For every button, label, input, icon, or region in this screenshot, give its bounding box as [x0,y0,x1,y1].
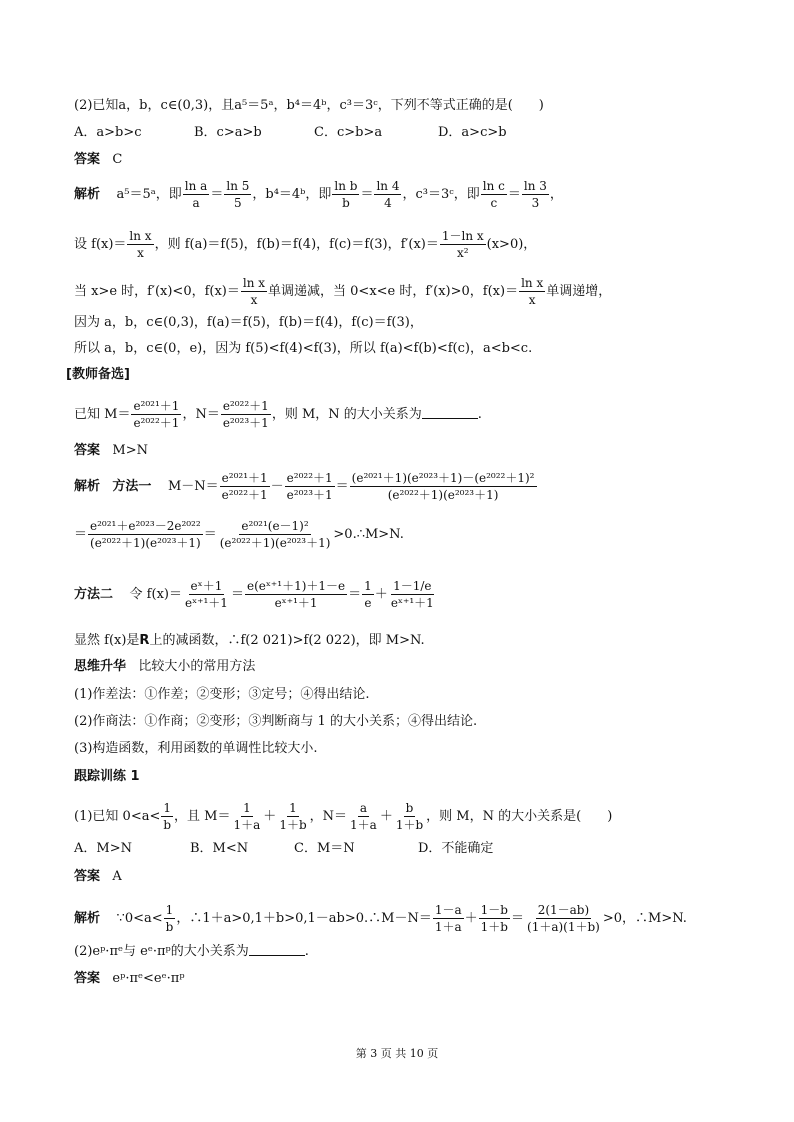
thinking-item-2: (2)作商法：①作商；②变形；③判断商与 1 的大小关系；④得出结论. [74,714,478,729]
answer-label: 答案 [74,443,101,458]
teacher-title: [教师备选] [66,367,130,382]
fraction: $\frac{\text{(e²⁰²¹＋1)(e²⁰²³＋1)－(e²⁰²²＋1)²}}{\text{(e²⁰²²＋1)(e²⁰²³＋1)}}$ [351,471,535,502]
answer-label: 答案 [74,152,101,167]
answer-value: C [112,152,123,167]
fraction: $\frac{\text{ln x}}{x}$ [521,276,544,307]
text: a⁵＝5ᵃ，即 [116,187,182,202]
answer-blank [422,406,478,419]
option-b: B．c>a>b [194,125,262,140]
training-answer2 [74,970,185,988]
fraction: $\frac{1}{b}$ [165,903,174,934]
training-analysis: 解析 ∵0<a< $\frac{1}{b}$ ，∴1＋a>0,1＋b>0,1－ab>0.∴M－N＝ $\frac{1-a}{1+a}$ ＋ $\frac{1-b}{1+b}$ ＝ $\frac{2(1-ab)}{(1+a)(1+b)}$ >0，∴M>N. [74,903,687,934]
fraction: $\frac{\ln 5}{5}$ [226,179,250,210]
fraction: $\frac{a}{1+a}$ [350,801,377,832]
fraction: $\frac{1}{b}$ [163,801,172,832]
answer-label: 答案 [74,971,101,986]
fraction: $\frac{\text{e²⁰²¹(e－1)²}}{\text{(e²⁰²²＋1)(e²⁰²³＋1)}}$ [219,519,331,550]
fraction: $\frac{1}{1+b}$ [279,801,307,832]
answer-value: A [112,869,122,884]
teacher-question: 已知 M＝ $\frac{\text{e²⁰²¹＋1}}{\text{e²⁰²²＋1}}$ ，N＝ $\frac{\text{e²⁰²²＋1}}{\text{e²⁰²³＋1}}$ ，则 M，N 的大小关系为 . [74,399,482,430]
text: ＝ [210,187,224,202]
fraction: $\frac{1}{e}$ [364,579,372,610]
fraction: $\frac{\ln 3}{3}$ [523,179,547,210]
method1-line2: ＝ $\frac{\text{e²⁰²¹＋e²⁰²³－2e²⁰²²}}{\text{(e²⁰²²＋1)(e²⁰²³＋1)}}$ ＝ $\frac{\text{e²⁰²¹(e－1)²}}{\text{(e²⁰²²＋1)(e²⁰²³＋1)}}$ >0.∴M>N. [74,519,404,550]
text: ，c³＝3ᶜ，即 [402,187,480,202]
q2-stem: (2)已知a，b，c∈(0,3)，且a⁵＝5ᵃ，b⁴＝4ᵇ，c³＝3ᶜ，下列不等式正确的是( ) [74,98,544,113]
text: 当 x>e 时，f′(x)<0，f(x)＝ [74,284,240,299]
analysis-label: 解析 [74,911,101,926]
q2-answer [74,151,122,169]
fraction: $\frac{1-a}{1+a}$ [434,903,462,934]
fraction: $\frac{1}{1+a}$ [233,801,261,832]
method-label: 方法二 [74,587,114,602]
training-options [74,840,493,858]
fraction: $\frac{\text{eˣ＋1}}{\text{eˣ⁺¹＋1}}$ [184,579,228,610]
fraction: $\frac{\text{e²⁰²²＋1}}{\text{e²⁰²³＋1}}$ [222,399,269,430]
fraction: $\frac{\text{1－ln x}}{\text{x²}}$ [441,229,484,260]
fraction: $\frac{\text{e²⁰²¹＋1}}{\text{e²⁰²²＋1}}$ [221,471,268,502]
training-q2: (2)eᵖ·πᵉ与 eᵉ·πᵖ的大小关系为 . [74,944,309,959]
fraction: $\frac{\text{ln x}}{x}$ [129,229,152,260]
fraction: $\frac{1-1/e}{\text{eˣ⁺¹＋1}}$ [390,579,434,610]
answer-value: M>N [112,443,149,458]
option-d: D．不能确定 [418,841,494,856]
text: 单调递减，当 0<x<e 时，f′(x)>0，f(x)＝ [268,284,519,299]
fraction: $\frac{\text{ln a}}{a}$ [184,179,208,210]
fraction: $\frac{\text{e²⁰²¹＋e²⁰²³－2e²⁰²²}}{\text{(e²⁰²²＋1)(e²⁰²³＋1)}}$ [90,519,201,550]
option-a: A．M>N [74,841,132,856]
q2-analysis-line4: 因为 a，b，c∈(0,3)，f(a)＝f(5)，f(b)＝f(4)，f(c)＝f(3)， [74,315,423,330]
text: 设 f(x)＝ [74,237,127,252]
section-title: 思维升华 [74,659,127,674]
text: 已知 M＝ [74,407,131,422]
fraction: $\frac{\text{ln c}}{c}$ [482,179,505,210]
method1-line1: 解析 方法一 M－N＝ $\frac{\text{e²⁰²¹＋1}}{\text{e²⁰²²＋1}}$ － $\frac{\text{e²⁰²²＋1}}{\text{e²⁰²³＋1}}$ ＝ $\frac{\text{(e²⁰²¹＋1)(e²⁰²³＋1)－(e²⁰²²＋1)²}}{\text{(e²⁰²²＋1)(e²⁰²³＋1)}}$ [74,471,535,502]
training-q1: (1)已知 0<a< $\frac{1}{b}$ ，且 M＝ $\frac{1}{1+a}$ ＋ $\frac{1}{1+b}$ ，N＝ $\frac{a}{1+a}$ ＋ $\frac{b}{1+b}$ ，则 M，N 的大小关系是( ) [74,801,613,832]
answer-value: eᵖ·πᵉ<eᵉ·πᵖ [112,971,185,986]
option-d: D．a>c>b [438,125,507,140]
text: ，则 f(a)＝f(5)，f(b)＝f(4)，f(c)＝f(3)，f′(x)＝ [154,237,439,252]
fraction: $\frac{\text{ln b}}{b}$ [334,179,358,210]
fraction: $\frac{\text{e(eˣ⁺¹＋1)＋1－e}}{\text{eˣ⁺¹＋1}}$ [246,579,346,610]
section-subtitle: 比较大小的常用方法 [138,659,256,674]
option-b: B．M<N [190,841,249,856]
q2-analysis-line2: 设 f(x)＝ $\frac{\text{ln x}}{x}$ ，则 f(a)＝f(5)，f(b)＝f(4)，f(c)＝f(3)，f′(x)＝ $\frac{\text{1－ln x}}{\text{x²}}$ (x>0)， [74,229,537,260]
answer-label: 答案 [74,869,101,884]
option-a: A．a>b>c [74,125,142,140]
fraction: $\frac{\ln 4}{4}$ [376,179,400,210]
option-c: C．M＝N [294,841,355,856]
method-label: 方法一 [112,479,152,494]
q2-analysis-line5: 所以 a，b，c∈(0，e)，因为 f(5)<f(4)<f(3)，所以 f(a)<f(b)<f(c)，a<b<c. [74,341,533,356]
page-footer: 第 3 页 共 10 页 [355,1047,439,1060]
fraction: $\frac{\text{e²⁰²¹＋1}}{\text{e²⁰²²＋1}}$ [133,399,180,430]
text: ，b⁴＝4ᵇ，即 [252,187,332,202]
method2-line1: 方法二 令 f(x)＝ $\frac{\text{eˣ＋1}}{\text{eˣ⁺¹＋1}}$ ＝ $\frac{\text{e(eˣ⁺¹＋1)＋1－e}}{\text{eˣ⁺¹＋1}}$ ＝ $\frac{1}{e}$ ＋ $\frac{1-1/e}{\text{eˣ⁺¹＋1}}$ [74,579,434,610]
thinking-item-3: (3)构造函数，利用函数的单调性比较大小. [74,741,318,756]
training-answer [74,868,122,886]
fraction: $\frac{b}{1+b}$ [395,801,424,832]
q2-analysis-line1: 解析 a⁵＝5ᵃ，即 $\frac{\text{ln a}}{a}$ ＝ $\frac{\ln 5}{5}$ ，b⁴＝4ᵇ，即 $\frac{\text{ln b}}{b}$ ＝ $\frac{\ln 4}{4}$ ，c³＝3ᶜ，即 $\frac{\text{ln c}}{c}$ ＝ $\frac{\ln 3}{3}$ ， [74,179,563,210]
fraction: $\frac{2(1-ab)}{(1+a)(1+b)}$ [527,903,600,934]
q2-analysis-line3: 当 x>e 时，f′(x)<0，f(x)＝ $\frac{\text{ln x}}{x}$ 单调递减，当 0<x<e 时，f′(x)>0，f(x)＝ $\frac{\text{ln x}}{x}$ 单调递增， [74,276,612,307]
thinking-item-1: (1)作差法：①作差；②变形；③定号；④得出结论. [74,687,370,702]
option-c: C．c>b>a [314,125,383,140]
fraction: $\frac{\text{e²⁰²²＋1}}{\text{e²⁰²³＋1}}$ [286,471,333,502]
q2-options [74,124,507,142]
fraction: $\frac{\text{ln x}}{x}$ [242,276,266,307]
thinking-title [74,658,255,676]
fraction: $\frac{1-b}{1+b}$ [480,903,508,934]
method2-line2: 显然 f(x)是R上的减函数，∴f(2 021)>f(2 022)，即 M>N. [74,633,425,648]
answer-blank [249,943,305,956]
analysis-label: 解析 [74,187,101,202]
analysis-label: 解析 [74,479,101,494]
training-title: 跟踪训练 1 [74,769,140,784]
teacher-answer [74,442,148,460]
